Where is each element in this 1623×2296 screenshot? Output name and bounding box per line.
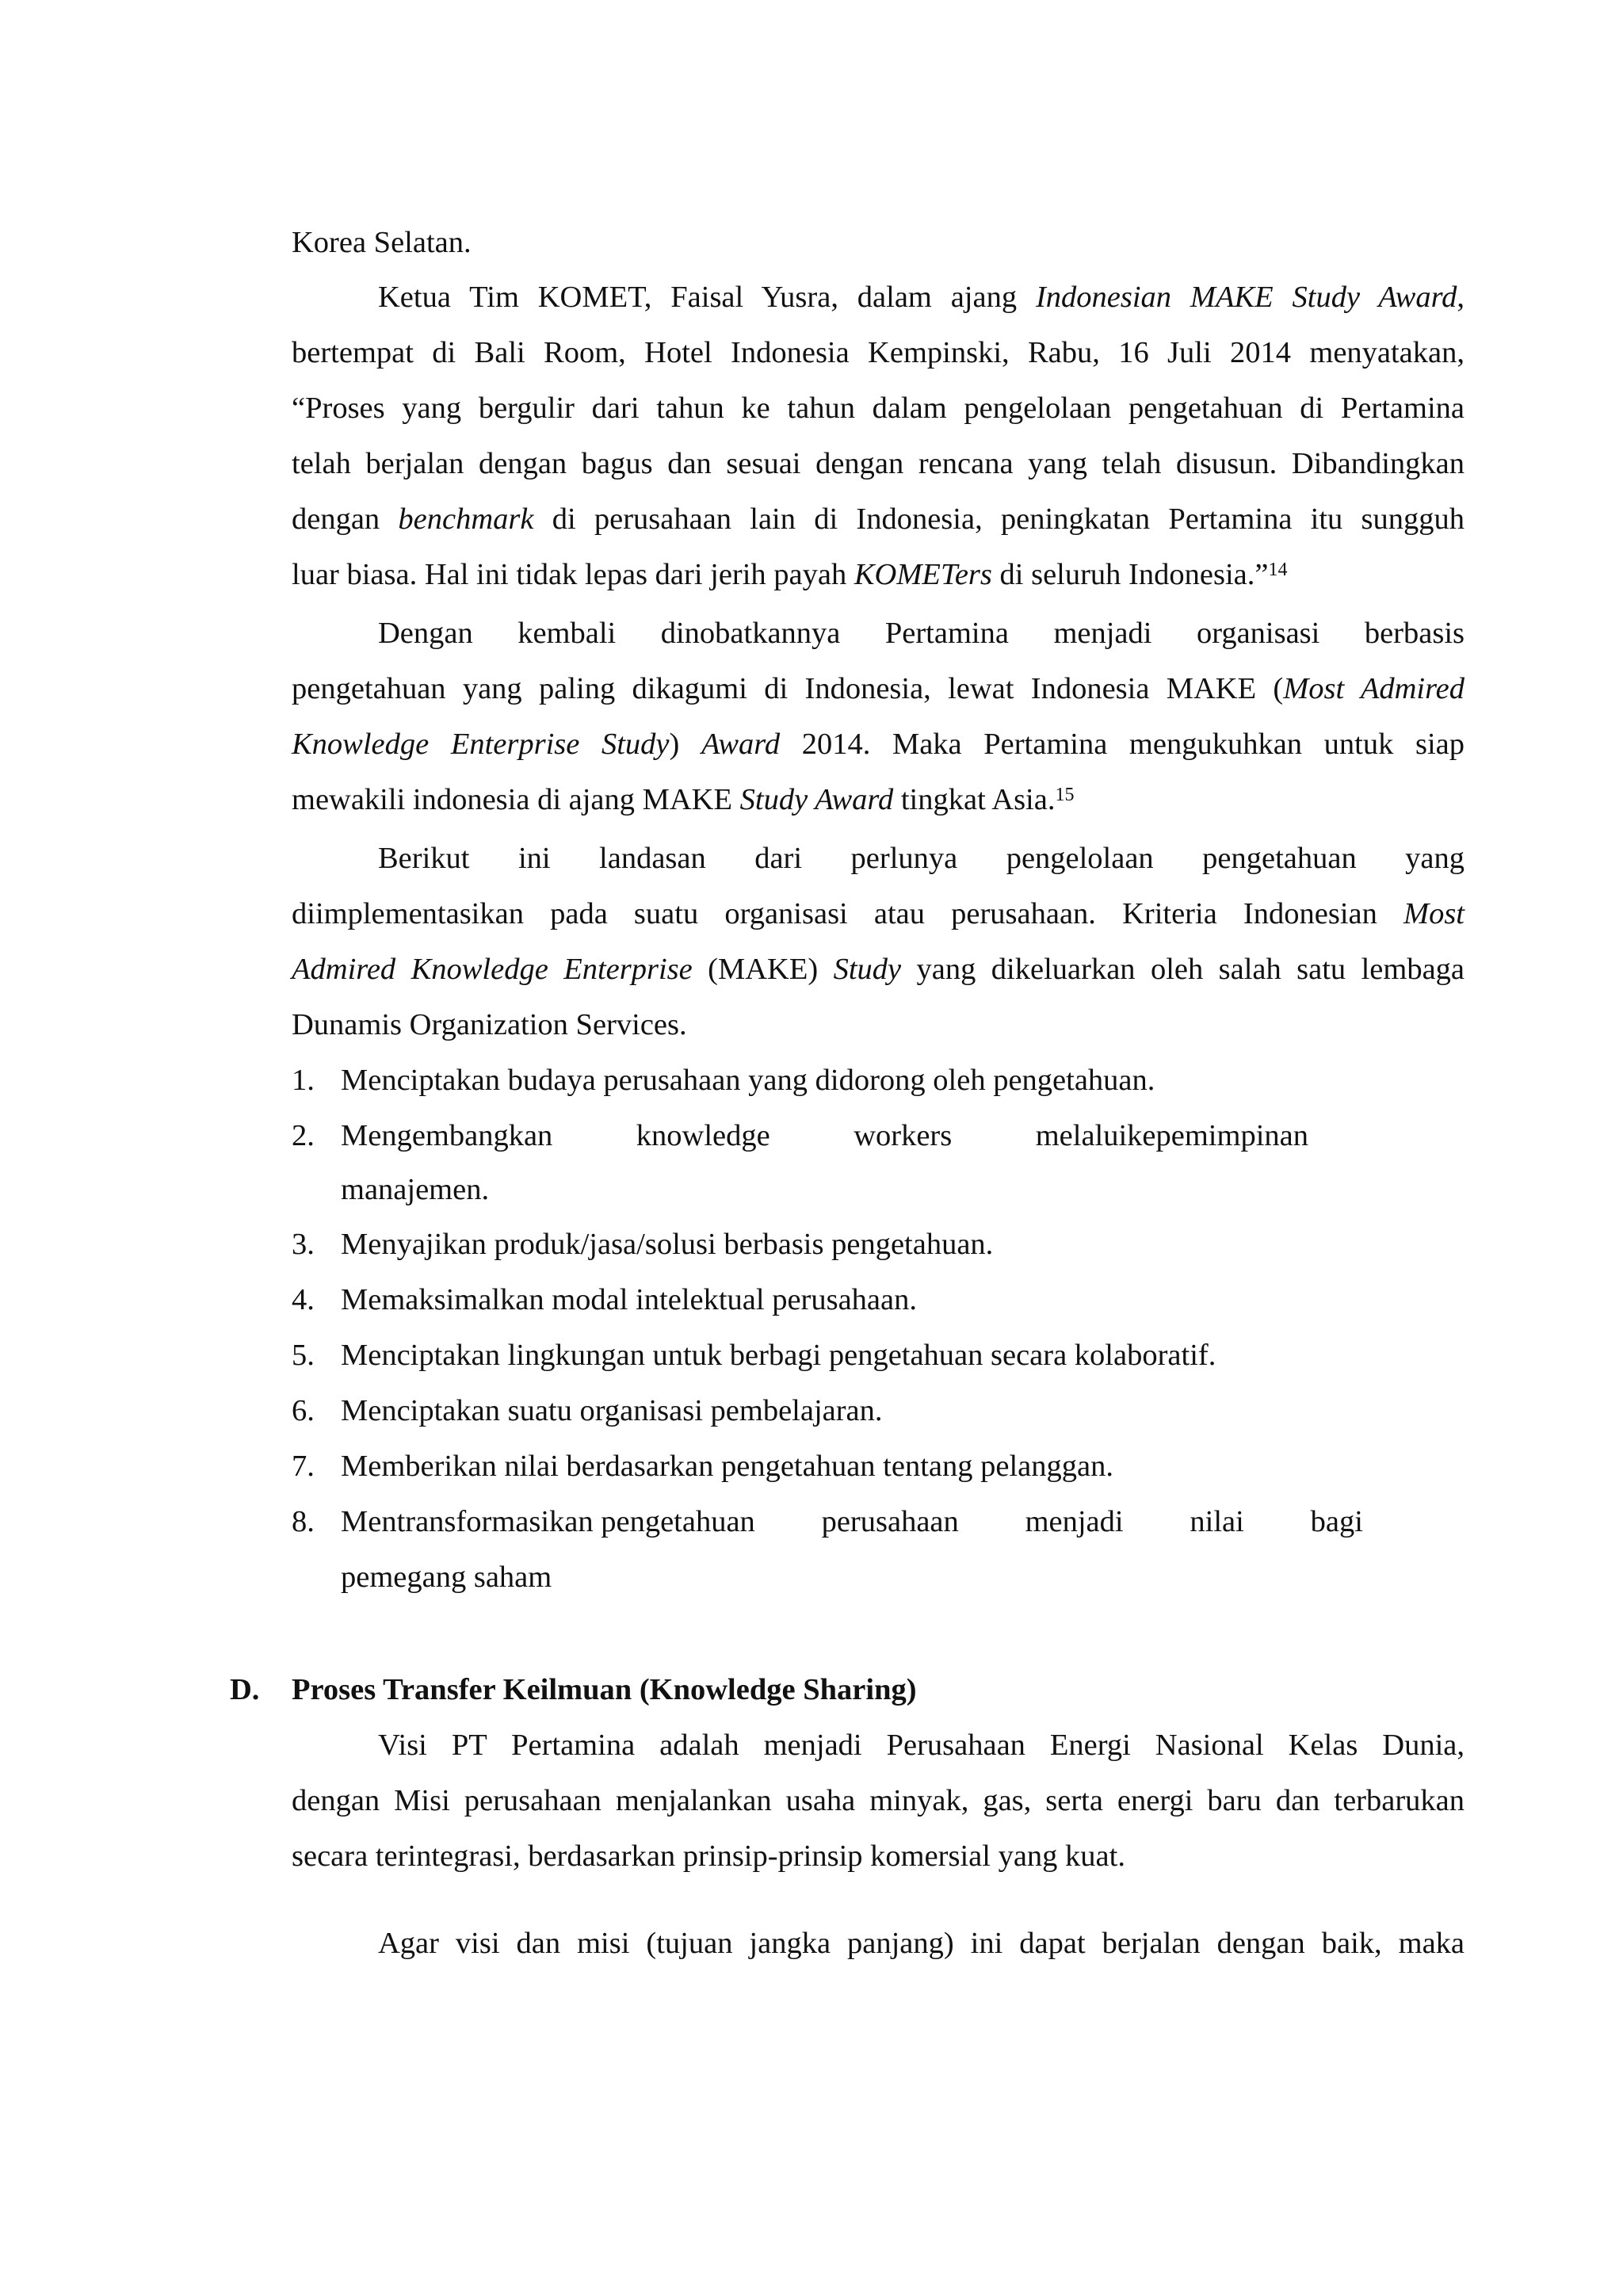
italic-text: Indonesian MAKE Study Award	[1035, 281, 1457, 314]
footnote-ref: 14	[1268, 560, 1288, 580]
paragraph-line	[292, 670, 1465, 707]
word: workers	[854, 1119, 953, 1152]
paragraph-line	[292, 334, 1465, 371]
text: 2014. Maka Pertamina mengukuhkan untuk siap	[780, 728, 1465, 761]
text: telah berjalan dengan bagus dan sesuai dengan rencana yang telah disusun. Dibandingkan	[292, 447, 1465, 480]
paragraph-line	[292, 1838, 1465, 1874]
list-number: 5.	[292, 1339, 315, 1372]
italic-text: Award	[701, 728, 781, 761]
paragraph-line	[292, 556, 1465, 593]
list-item: Memberikan nilai berdasarkan pengetahuan tentang pelanggan.	[341, 1450, 1113, 1483]
italic-text: Most	[1403, 897, 1465, 930]
paragraph-line	[292, 445, 1465, 482]
word: Mengembangkan	[341, 1119, 553, 1152]
list-item: Menciptakan budaya perusahaan yang didorong oleh pengetahuan.	[341, 1064, 1155, 1097]
list-item: Menciptakan lingkungan untuk berbagi pengetahuan secara kolaboratif.	[341, 1339, 1216, 1372]
text: diimplementasikan pada suatu organisasi atau perusahaan. Kriteria Indonesian	[292, 897, 1403, 930]
list-item-continuation: pemegang saham	[341, 1561, 552, 1594]
text: Dunamis Organization Services.	[292, 1008, 687, 1041]
text: Visi PT Pertamina adalah menjadi Perusahaan Energi Nasional Kelas Dunia,	[378, 1729, 1465, 1762]
italic-text: Study	[833, 953, 902, 986]
list-number: 2.	[292, 1119, 315, 1152]
text: dengan Misi perusahaan menjalankan usaha minyak, gas, serta energi baru dan terbarukan	[292, 1784, 1465, 1817]
word: melaluikepemimpinan	[1035, 1119, 1308, 1152]
text: bertempat di Bali Room, Hotel Indonesia Kempinski, Rabu, 16 Juli 2014 menyatakan,	[292, 336, 1465, 369]
text: Berikut ini landasan dari perlunya pengelolaan pengetahuan yang	[378, 842, 1465, 875]
italic-text: benchmark	[398, 502, 534, 536]
list-item: Menciptakan suatu organisasi pembelajaran.	[341, 1394, 883, 1427]
paragraph-line	[378, 615, 1465, 651]
text: yang dikeluarkan oleh salah satu lembaga	[901, 953, 1465, 986]
text: mewakili indonesia di ajang MAKE	[292, 783, 740, 816]
list-item	[341, 1503, 1363, 1540]
text: Agar visi dan misi (tujuan jangka panjang) ini dapat berjalan dengan baik, maka	[378, 1927, 1465, 1960]
word: perusahaan	[821, 1505, 959, 1538]
footnote-ref: 15	[1055, 785, 1075, 805]
list-number: 3.	[292, 1228, 315, 1261]
word: knowledge	[636, 1119, 770, 1152]
text: tingkat Asia.	[893, 783, 1056, 816]
text: ,	[1457, 281, 1465, 314]
paragraph-line	[378, 279, 1465, 315]
word: Mentransformasikan pengetahuan	[341, 1505, 755, 1538]
section-letter: D.	[230, 1673, 260, 1706]
text: Korea Selatan.	[292, 226, 472, 259]
paragraph-line	[292, 224, 1465, 261]
paragraph-line	[378, 1727, 1465, 1763]
text: di perusahaan lain di Indonesia, peningkatan Pertamina itu sungguh	[533, 502, 1465, 536]
text: dengan	[292, 502, 399, 536]
italic-text: KOMETers	[854, 558, 992, 591]
section-heading: Proses Transfer Keilmuan (Knowledge Sharing)	[292, 1673, 917, 1706]
list-item: Menyajikan produk/jasa/solusi berbasis pengetahuan.	[341, 1228, 994, 1261]
list-item: Memaksimalkan modal intelektual perusahaan.	[341, 1283, 917, 1316]
text: Dengan kembali dinobatkannya Pertamina menjadi organisasi berbasis	[378, 617, 1465, 650]
paragraph-line	[292, 781, 1465, 818]
text: (MAKE)	[692, 953, 834, 986]
word: nilai	[1190, 1505, 1244, 1538]
text: di seluruh Indonesia.”	[991, 558, 1269, 591]
paragraph-line	[292, 1782, 1465, 1819]
paragraph-line	[378, 1925, 1465, 1962]
paragraph-line	[292, 501, 1465, 537]
list-number: 4.	[292, 1283, 315, 1316]
list-number: 1.	[292, 1064, 315, 1097]
paragraph-line	[292, 726, 1465, 762]
paragraph-line	[292, 390, 1465, 426]
text: secara terintegrasi, berdasarkan prinsip-prinsip komersial yang kuat.	[292, 1839, 1125, 1873]
italic-text: Admired Knowledge Enterprise	[292, 953, 693, 986]
text: luar biasa. Hal ini tidak lepas dari jerih payah	[292, 558, 854, 591]
text: )	[669, 728, 701, 761]
italic-text: Most Admired	[1283, 672, 1465, 705]
italic-text: Knowledge Enterprise Study	[292, 728, 670, 761]
text: pengetahuan yang paling dikagumi di Indonesia, lewat Indonesia MAKE (	[292, 672, 1284, 705]
list-number: 7.	[292, 1450, 315, 1483]
paragraph-line	[378, 840, 1465, 877]
italic-text: Study Award	[739, 783, 894, 816]
list-number: 8.	[292, 1505, 315, 1538]
word: bagi	[1310, 1505, 1363, 1538]
text: “Proses yang bergulir dari tahun ke tahun dalam pengelolaan pengetahuan di Pertamina	[292, 392, 1465, 425]
paragraph-line	[292, 951, 1465, 988]
paragraph-line	[292, 1007, 1465, 1043]
paragraph-line	[292, 896, 1465, 932]
list-item	[341, 1117, 1308, 1154]
word: menjadi	[1025, 1505, 1124, 1538]
text: Ketua Tim KOMET, Faisal Yusra, dalam ajang	[378, 281, 1036, 314]
list-number: 6.	[292, 1394, 315, 1427]
list-item-continuation: manajemen.	[341, 1173, 490, 1206]
